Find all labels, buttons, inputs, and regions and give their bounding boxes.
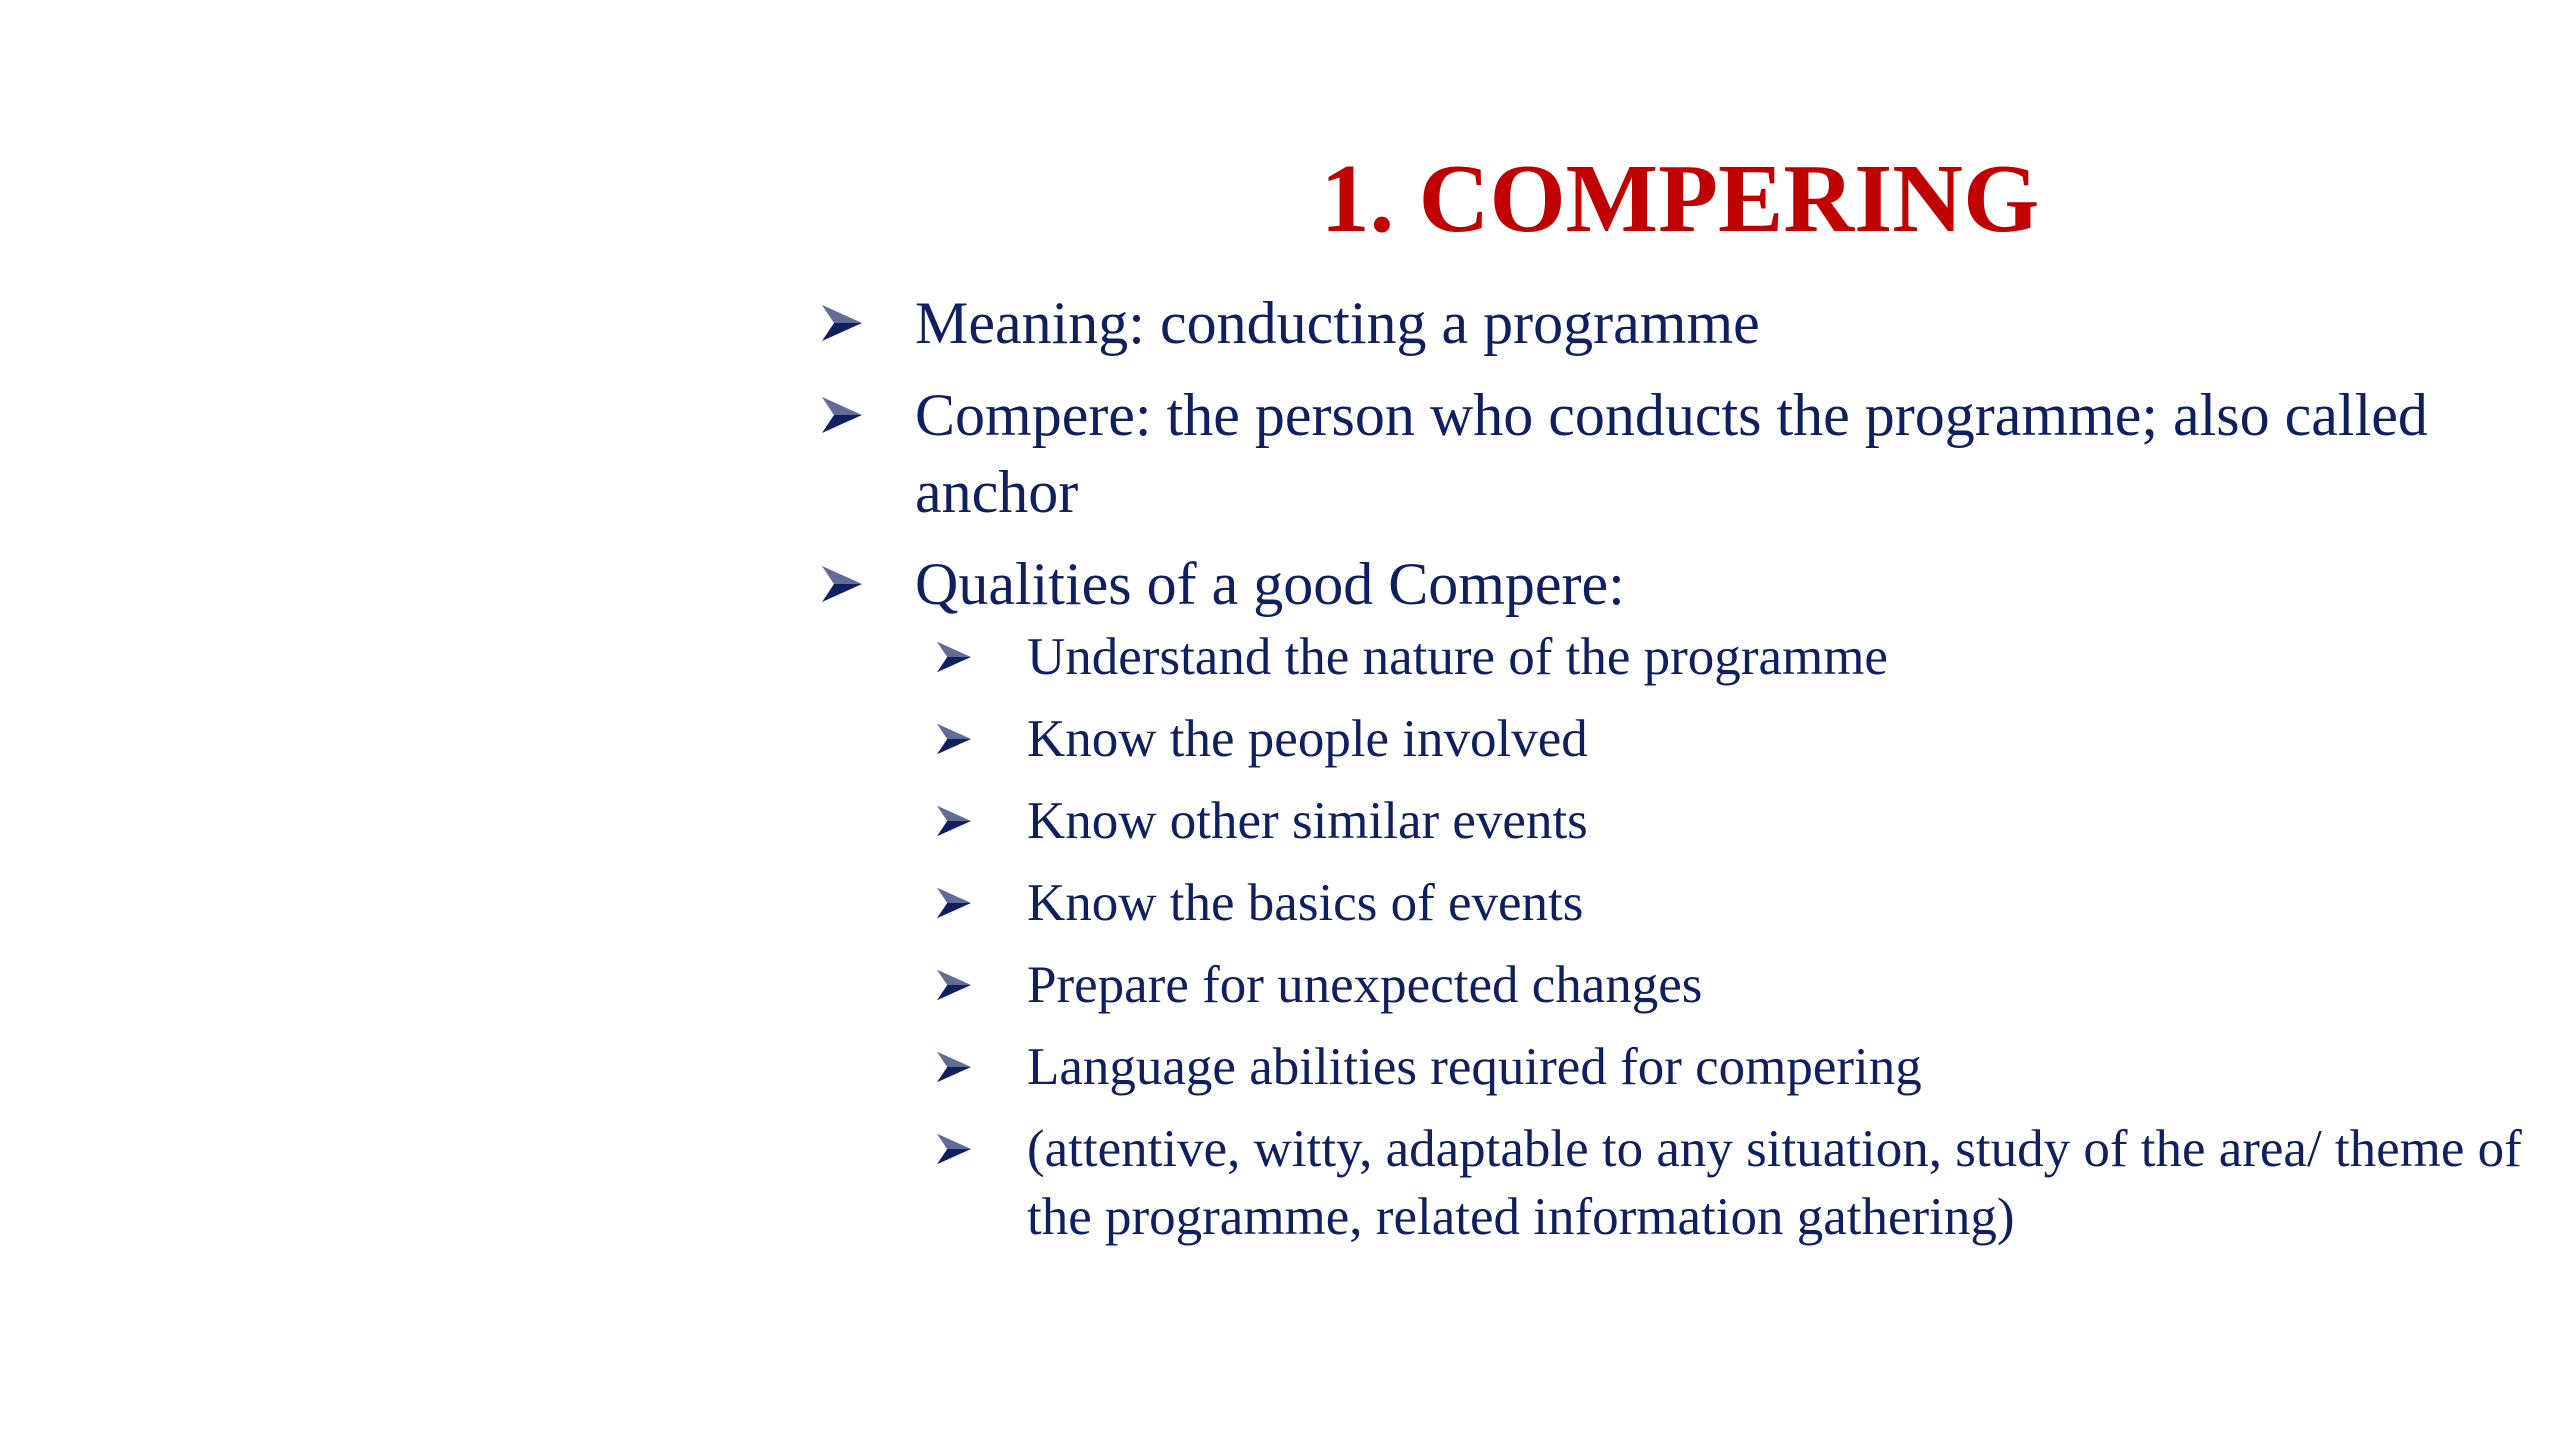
list-item: [820, 285, 2540, 362]
arrowhead-bullet-icon: [935, 623, 977, 691]
list-item: [820, 377, 2540, 531]
sub-list-item-text: Know the people involved: [1027, 710, 1588, 768]
arrowhead-bullet-icon: [935, 1115, 977, 1183]
sub-list-item: [935, 869, 2540, 937]
arrowhead-bullet-icon: [935, 787, 977, 855]
bullet-list: [820, 285, 2540, 1266]
sub-list-item-text: Prepare for unexpected changes: [1027, 956, 1703, 1014]
sub-list-item-text: Know the basics of events: [1027, 874, 1584, 932]
sub-list-item: [935, 1033, 2540, 1101]
list-item: [820, 546, 2540, 1251]
arrowhead-bullet-icon: [935, 869, 977, 937]
sub-bullet-list: [935, 623, 2540, 1251]
list-item-text: Qualities of a good Compere:: [915, 551, 1625, 617]
sub-list-item-text: Understand the nature of the programme: [1027, 628, 1888, 686]
arrowhead-bullet-icon: [935, 1033, 977, 1101]
sub-list-item: [935, 951, 2540, 1019]
sub-list-item: [935, 787, 2540, 855]
arrowhead-bullet-icon: [820, 285, 868, 362]
arrowhead-bullet-icon: [935, 705, 977, 773]
arrowhead-bullet-icon: [820, 377, 868, 454]
sub-list-item: [935, 705, 2540, 773]
list-item-text: Compere: the person who conducts the programme; also called anchor: [915, 382, 2428, 525]
slide-title: 1. COMPERING: [1320, 145, 2040, 253]
sub-list-item-text: Know other similar events: [1027, 792, 1588, 850]
sub-list-item-text: (attentive, witty, adaptable to any situation, study of the area/ theme of the programme, related information gathering): [1027, 1120, 2522, 1246]
arrowhead-bullet-icon: [935, 951, 977, 1019]
sub-list-item-text: Language abilities required for compering: [1027, 1038, 1922, 1096]
sub-list-item: [935, 1115, 2540, 1251]
list-item-text: Meaning: conducting a programme: [915, 290, 1760, 356]
arrowhead-bullet-icon: [820, 546, 868, 623]
sub-list-item: [935, 623, 2540, 691]
